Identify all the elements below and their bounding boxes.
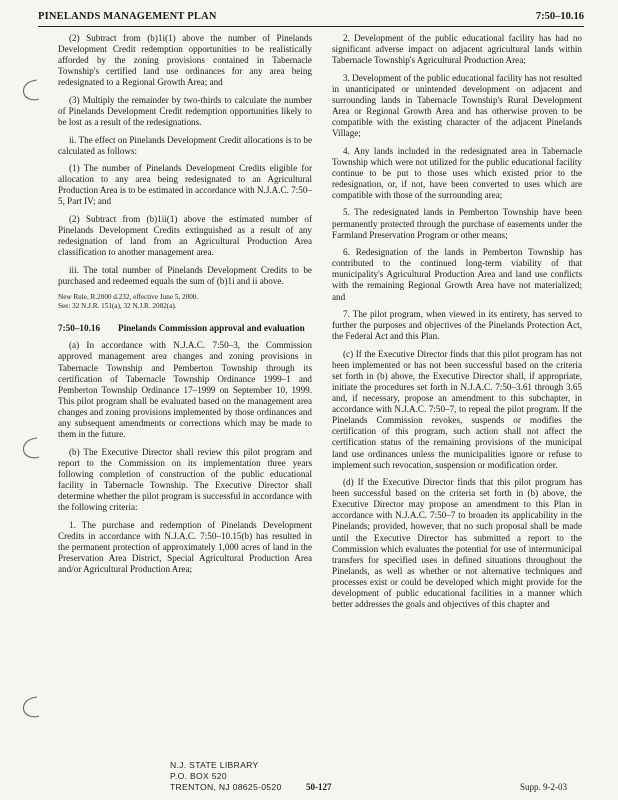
library-stamp <box>170 760 282 793</box>
paragraph: (2) Subtract from (b)1ii(1) above the estimated number of Pinelands Development Credits extinguished as a result of any redesignation of land from an Agricultural Production Area classification to another management area. <box>58 213 312 258</box>
section-number: 7:50–10.16 <box>58 323 101 334</box>
stamp-line: P.O. BOX 520 <box>170 771 227 781</box>
header-section: 7:50–10.16 <box>535 11 584 22</box>
paragraph: (2) Subtract from (b)1i(1) above the number of Pinelands Development Credit redemption opportunities to be realistically afforded by the zoning provisions contained in Tabernacle Township's certified land use ordinances for any area being redesignated to a Regional Growth Area; and <box>58 33 312 88</box>
paragraph: 7. The pilot program, when viewed in its entirety, has served to further the purposes and objectives of the Pinelands Protection Act, the Federal Act and this Plan. <box>332 309 582 342</box>
section-heading <box>58 323 312 334</box>
running-header <box>38 10 584 27</box>
paragraph: (1) The number of Pinelands Development Credits eligible for allocation to any area being redesignated to an Agricultural Production Area is to be estimated in accordance with N.J.A.C. 7:50–5, Part IV; and <box>58 163 312 207</box>
section-title: Pinelands Commission approval and evaluation <box>118 323 305 334</box>
paragraph: iii. The total number of Pinelands Development Credits to be purchased and redeemed equals the sum of (b)1i and ii above. <box>58 264 312 286</box>
history-note-line: See: 32 N.J.R. 151(a), 32 N.J.R. 2082(a). <box>58 302 177 311</box>
paragraph: 5. The redesignated lands in Pemberton Township have been permanently protected through the purchase of easements under the Farmland Preservation Program or other means; <box>332 207 582 240</box>
paragraph: 4. Any lands included in the redesignated area in Tabernacle Township which were not utilized for the public educational facility continue to be put to those uses which existed prior to the redesignation, or, if not, have been converted to uses which are compatible with those of the surrounding area; <box>332 145 582 200</box>
paragraph: (3) Multiply the remainder by two-thirds to calculate the number of Pinelands Development Credit redemption opportunities likely to be lost as a result of the redesignations. <box>58 94 312 128</box>
history-note-line: New Rule, R.2000 d.232, effective June 5, 2000. <box>58 293 199 302</box>
right-column <box>332 33 582 617</box>
binder-hole-icon <box>20 436 42 460</box>
binder-hole-icon <box>20 695 42 719</box>
paragraph: ii. The effect on Pinelands Development Credit allocations is to be calculated as follows: <box>58 134 312 156</box>
left-column <box>58 33 312 581</box>
paragraph: 6. Redesignation of the lands in Pemberton Township has contributed to the continued long-term viability of that municipality's Agricultural Production Area and land use conflicts with the remaining Regional Growth Area have not materialized; and <box>332 247 582 302</box>
binder-hole-icon <box>20 78 42 102</box>
supplement-date: Supp. 9-2-03 <box>520 782 567 792</box>
paragraph: (b) The Executive Director shall review this pilot program and report to the Commission on its implementation three years following completion of construction of the public educational facility in Tabernacle Township. The Executive Director shall determine whether the pilot program is successful in accordance with the following criteria: <box>58 446 312 513</box>
paragraph: (d) If the Executive Director finds that this pilot program has been successful based on the criteria set forth in (b) above, the Executive Director may propose an amendment to this Plan in accordance with N.J.A.C. 7:50–7 to broaden its applicability in the Pinelands; provided, however, that no such proposal shall be made until the Executive Director has submitted a report to the Commission which evaluates the potential for use of intermunicipal transfers for specified uses in defined situations throughout the Pinelands, as well as whether or not alternative techniques and processes exist or could be developed which might provide for the development of public educational facilities in a manner which better addresses the goals and objectives of this chapter and <box>332 477 582 610</box>
header-title: PINELANDS MANAGEMENT PLAN <box>38 11 217 22</box>
stamp-line: TRENTON, NJ 08625-0520 <box>170 782 282 792</box>
paragraph: 1. The purchase and redemption of Pinelands Development Credits in accordance with N.J.A.C. 7:50–10.15(b) has resulted in the permanent protection of approximately 1,000 acres of land in the Preservation Area District, Special Agricultural Production Area and/or Agricultural Production Area; <box>58 519 312 574</box>
history-note <box>58 293 312 311</box>
paragraph: (a) In accordance with N.J.A.C. 7:50–3, the Commission approved management area changes and zoning provisions in Tabernacle Township and Pemberton Township through its certification of Tabernacle Township Ordinance 1999–1 and Pemberton Township Ordinance 17–1999 on September 10, 1999. This pilot program shall be evaluated based on the management area changes and zoning provisions implemented by those ordinances and any subsequent amendments or corrections which may be made to them in the future. <box>58 340 312 440</box>
paragraph: 3. Development of the public educational facility has not resulted in unanticipated or unintended development on adjacent and surrounding lands in Tabernacle Township's Rural Development Area or Regional Growth Area and has otherwise proven to be compatible with the existing character of the adjacent Pinelands Village; <box>332 72 582 139</box>
paragraph: (c) If the Executive Director finds that this pilot program has not been implemented or has not been successful based on the criteria set forth in (b) above, the Executive Director shall, if appropriate, initiate the procedures set forth in N.J.A.C. 7:50–3.61 through 3.65 and, if necessary, propose an amendment to this subchapter, in accordance with N.J.A.C. 7:50–7, to repeal the pilot program. If the Pinelands Commission revokes, suspends or modifies the certification of this program, such action shall not affect the certification status of the remaining provisions of the municipal land use ordinances unless the municipalities ignore or refuse to implement such revocation, suspension or modification order. <box>332 348 582 470</box>
paragraph: 2. Development of the public educational facility has had no significant adverse impact on adjacent agricultural lands within Tabernacle Township's Agricultural Production Area; <box>332 33 582 66</box>
page-number: 50-127 <box>306 782 332 792</box>
stamp-line: N.J. STATE LIBRARY <box>170 760 259 770</box>
